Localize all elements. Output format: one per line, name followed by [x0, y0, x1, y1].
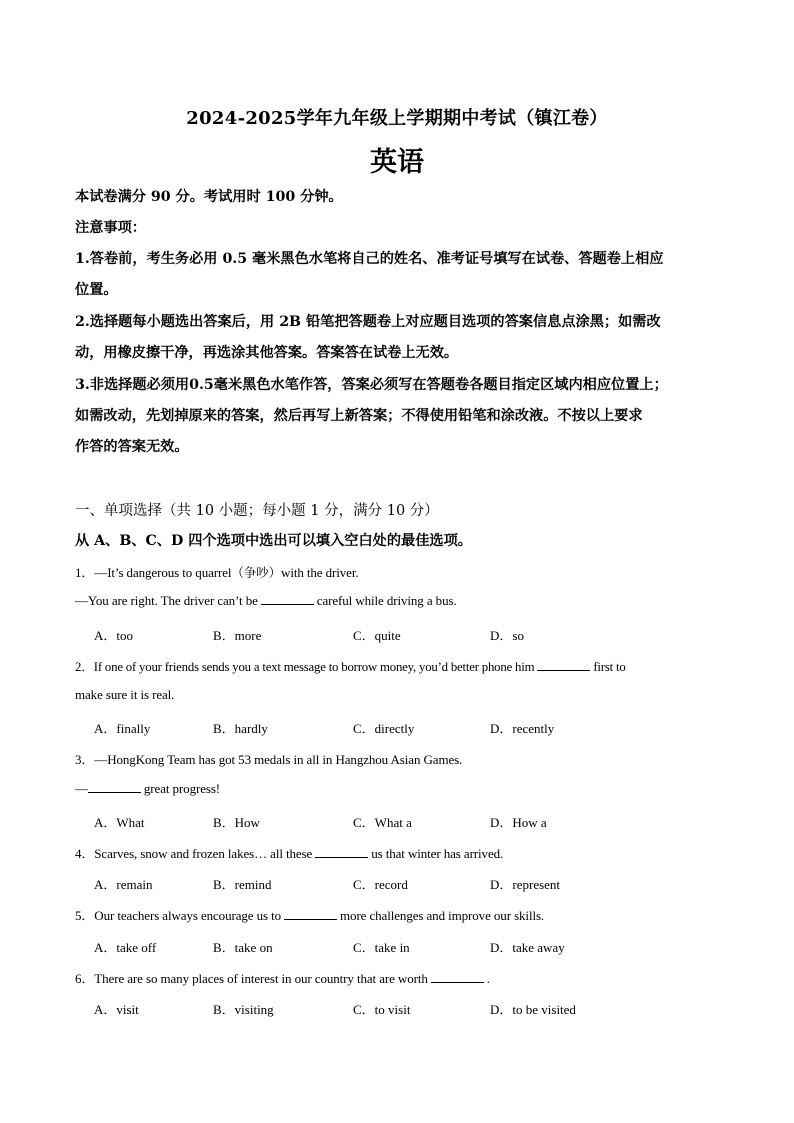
question-3: 3．—HongKong Team has got 53 medals in all in Hangzhou Asian Games.: [75, 752, 463, 767]
q3-option-a: A．What: [94, 815, 145, 830]
question-text: great progress!: [143, 781, 221, 796]
question-text: —You are right. The driver can’t be: [75, 593, 258, 608]
q3-option-d: D．How a: [490, 815, 547, 830]
question-text: with the driver.: [281, 565, 359, 580]
question-1-line-2: [75, 593, 457, 609]
section-heading: 一、单项选择（共 10 小题；每小题 1 分，满分 10 分）: [75, 503, 439, 519]
question-4: [75, 843, 503, 862]
question-text: —: [75, 781, 88, 796]
q6-option-d: D．to be visited: [490, 1002, 576, 1017]
answer-blank: [284, 908, 337, 920]
q3-option-b: B．How: [213, 815, 260, 830]
question-text: careful while driving a bus.: [316, 593, 457, 608]
q1-option-d: D．so: [490, 628, 524, 643]
notice-item-3-cont2: 作答的答案无效。: [75, 439, 189, 455]
exam-title: 2024-2025学年九年级上学期期中考试（镇江卷）: [186, 108, 608, 129]
answer-blank: [88, 781, 141, 793]
question-text: more challenges and improve our skills.: [340, 908, 545, 923]
q6-option-b: B．visiting: [213, 1002, 274, 1017]
question-6: [75, 968, 490, 987]
answer-blank: [431, 971, 484, 983]
q2-option-d: D．recently: [490, 721, 555, 736]
notice-item-1: 1.答卷前，考生务必用 0.5 毫米黑色水笔将自己的姓名、准考证号填写在试卷、答题卷上相应: [75, 251, 664, 267]
notice-item-3-cont: 如需改动，先划掉原来的答案，然后再写上新答案；不得使用铅笔和涂改液。不按以上要求: [75, 408, 643, 424]
question-2-line-2: make sure it is real.: [75, 687, 175, 702]
question-text: 4．Scarves, snow and frozen lakes… all these: [75, 846, 313, 861]
q4-option-a: A．remain: [94, 877, 153, 892]
question-1: [75, 562, 359, 581]
question-text: 5．Our teachers always encourage us to: [75, 908, 282, 923]
question-text: 1．—It’s dangerous to quarrel: [75, 565, 232, 580]
question-text: .: [486, 971, 490, 986]
notice-item-2: 2.选择题每小题选出答案后，用 2B 铅笔把答题卷上对应题目选项的答案信息点涂黑；如需改: [75, 314, 661, 330]
q3-option-c: C．What a: [353, 815, 412, 830]
notice-item-2-cont: 动，用橡皮擦干净，再选涂其他答案。答案答在试卷上无效。: [75, 345, 459, 361]
question-3-line-2: [75, 781, 220, 797]
question-2: [75, 656, 626, 675]
question-5: [75, 905, 544, 924]
notice-item-3: 3.非选择题必须用0.5毫米黑色水笔作答，答案必须写在答题卷各题目指定区域内相应位置上；: [75, 377, 668, 393]
q6-option-c: C．to visit: [353, 1002, 411, 1017]
q2-option-b: B．hardly: [213, 721, 268, 736]
q2-option-a: A．finally: [94, 721, 151, 736]
gloss-text: （争吵）: [231, 565, 282, 580]
question-text: us that winter has arrived.: [371, 846, 504, 861]
q5-option-a: A．take off: [94, 940, 157, 955]
q5-option-c: C．take in: [353, 940, 410, 955]
q2-option-c: C．directly: [353, 721, 415, 736]
notice-item-1-cont: 位置。: [75, 282, 118, 298]
answer-blank: [315, 846, 368, 858]
question-text: 6．There are so many places of interest in our country that are worth: [75, 971, 428, 986]
q5-option-b: B．take on: [213, 940, 273, 955]
score-time-info: 本试卷满分 90 分。考试用时 100 分钟。: [75, 189, 343, 205]
q5-option-d: D．take away: [490, 940, 565, 955]
question-text: first to: [593, 660, 626, 674]
answer-blank: [261, 593, 314, 605]
notice-heading: 注意事项：: [75, 220, 146, 236]
q4-option-b: B．remind: [213, 877, 272, 892]
q4-option-d: D．represent: [490, 877, 561, 892]
q1-option-c: C．quite: [353, 628, 401, 643]
q1-option-a: A．too: [94, 628, 134, 643]
q1-option-b: B．more: [213, 628, 262, 643]
question-text: 2．If one of your friends sends you a text message to borrow money, you’d better phone him: [75, 660, 535, 674]
q6-option-a: A．visit: [94, 1002, 139, 1017]
answer-blank: [537, 659, 590, 671]
section-direction: 从 A、B、C、D 四个选项中选出可以填入空白处的最佳选项。: [75, 533, 472, 549]
subject-title: 英语: [370, 147, 424, 178]
q4-option-c: C．record: [353, 877, 408, 892]
